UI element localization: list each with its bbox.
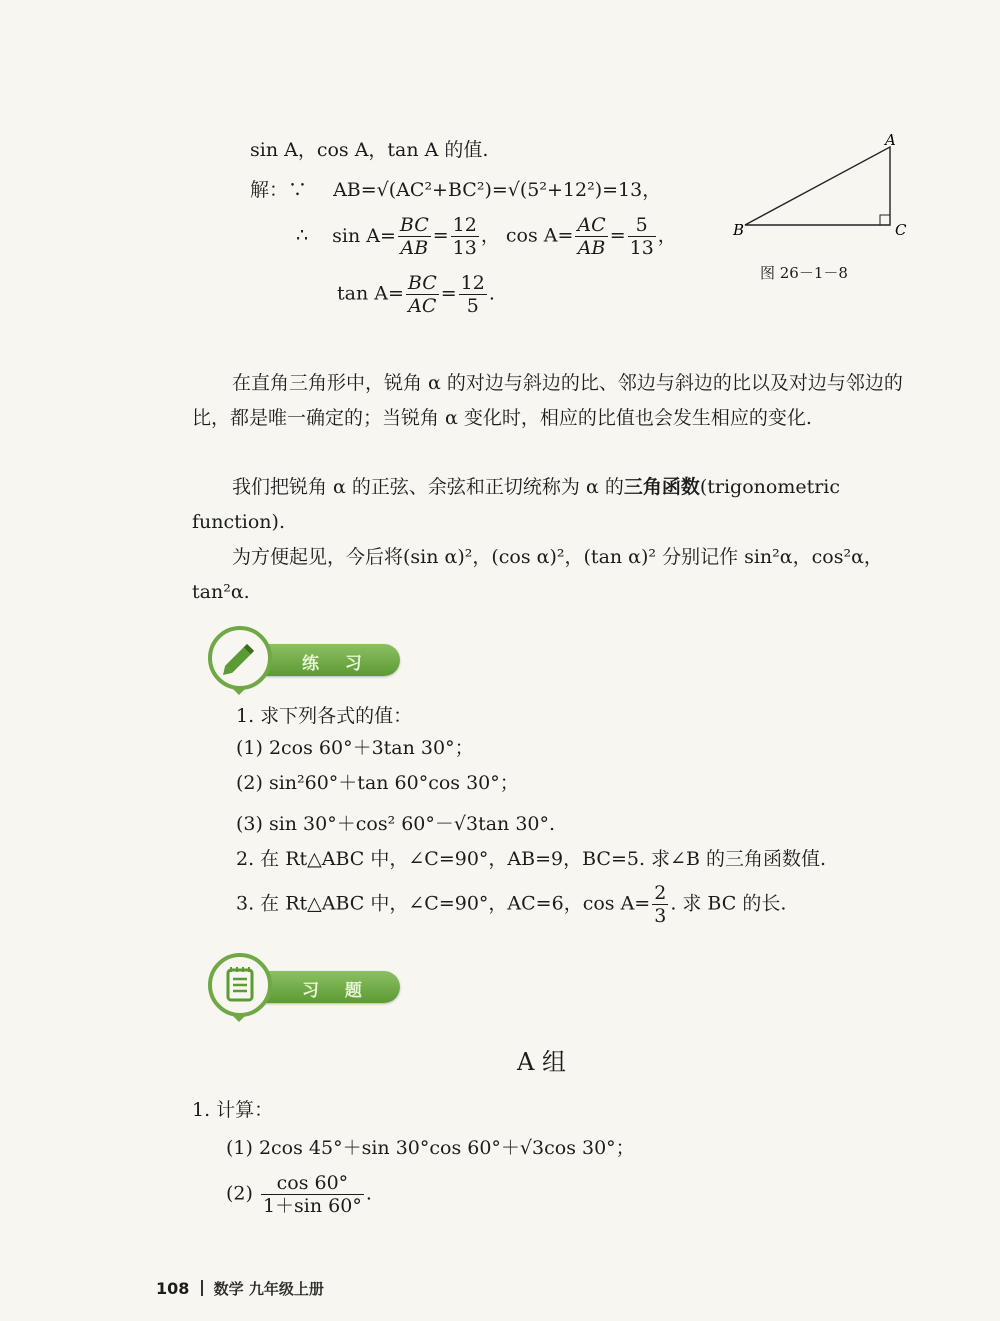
practice-q1-c: (3) sin 30°＋cos² 60°－√3tan 30°. [236, 813, 556, 835]
sin-fraction-value: $\frac{12}{13}$ [452, 214, 477, 259]
practice-q1-a: (1) 2cos 60°＋3tan 30°； [236, 737, 474, 759]
figure-caption: 图 26－1－8 [760, 264, 848, 282]
notebook-icon [212, 957, 268, 1013]
practice-q3-ending: . 求 BC 的长. [670, 892, 787, 915]
exercises-banner-label: 习 题 [302, 981, 372, 1001]
page-footer [156, 1278, 324, 1299]
practice-q1-title: 1. 求下列各式的值： [236, 705, 413, 727]
footer-divider [201, 1280, 203, 1296]
exercise-q1-title: 1. 计算： [192, 1099, 274, 1121]
tan-a-label: tan A= [337, 282, 404, 305]
cos-a-label: cos A= [505, 224, 574, 247]
cos-fraction-ratio: $\frac{AC}{AB}$ [577, 214, 606, 259]
sin-a-label: sin A= [332, 224, 396, 247]
exercise-q1-b-label: (2) [226, 1182, 253, 1205]
practice-banner-pointer [232, 688, 246, 695]
solution-line-3: tan A= $\frac{BC}{AC}$ = $\frac{12}{5}$ . [337, 272, 495, 317]
exercise-q1-b: (2) $\frac{\cos 60^\circ}{1+\sin 60^\circ}$ . [226, 1172, 372, 1217]
vertex-c-label: C [895, 221, 907, 239]
page-number: 108 [156, 1279, 190, 1298]
practice-q1-b: (2) sin²60°＋tan 60°cos 30°； [236, 772, 519, 794]
exercises-banner-badge [208, 953, 272, 1017]
exercises-banner [190, 967, 402, 1007]
practice-q3-text: 3. 在 Rt△ABC 中，∠C=90°，AC=6，cos A= [236, 892, 651, 915]
definition-text: 我们把锐角 α 的正弦、余弦和正切统称为 α 的 [232, 476, 624, 498]
solution-line-1 [250, 176, 661, 204]
exercise-q1-a: (1) 2cos 45°＋sin 30°cos 60°＋√3cos 30°； [226, 1137, 635, 1159]
tan-fraction-value: $\frac{12}{5}$ [460, 272, 485, 317]
vertex-b-label: B [733, 221, 745, 239]
exercises-banner-pointer [232, 1015, 246, 1022]
tan-fraction-ratio: $\frac{BC}{AC}$ [407, 272, 437, 317]
term-trig-functions: 三角函数 [623, 476, 700, 498]
practice-q3-fraction: $\frac{2}{3}$ [654, 882, 667, 927]
practice-banner [190, 640, 402, 680]
vertex-a-label: A [885, 131, 896, 149]
book-title: 数学 九年级上册 [213, 1280, 324, 1298]
paragraph-ratios: 在直角三角形中，锐角 α 的对边与斜边的比、邻边与斜边的比以及对边与邻边的比，都是唯一确定的；当锐角 α 变化时，相应的比值也会发生相应的变化. [192, 372, 903, 429]
definition-english: (trigonometric function). [192, 476, 841, 533]
practice-banner-badge [208, 626, 272, 690]
top-line: sin A，cos A，tan A 的值. [250, 139, 489, 161]
ab-computation: AB=√(AC²+BC²)=√(5²+12²)=13， [333, 179, 662, 201]
paragraph-definition [192, 470, 910, 540]
exercise-q1-b-fraction: $\frac{\cos 60^\circ}{1+\sin 60^\circ}$ [262, 1172, 362, 1217]
sin-fraction-ratio: $\frac{BC}{AB}$ [399, 214, 429, 259]
solution-label: 解：∵ [250, 179, 308, 201]
triangle-abc [745, 147, 890, 225]
pencil-icon [212, 630, 268, 686]
practice-q3 [236, 882, 786, 927]
solution-line-2: ∴ sin A= $\frac{BC}{AB}$ = $\frac{12}{13}$ ， cos A= $\frac{AC}{AB}$ = $\frac{5}{13}$ ， [296, 214, 677, 259]
practice-banner-label: 练 习 [302, 654, 372, 674]
cos-fraction-value: $\frac{5}{13}$ [629, 214, 654, 259]
right-angle-marker [880, 215, 890, 225]
practice-q2: 2. 在 Rt△ABC 中，∠C=90°，AB=9，BC=5. 求∠B 的三角函数值. [236, 848, 827, 870]
paragraph-notation: 为方便起见，今后将(sin α)²，(cos α)²，(tan α)² 分别记作 sin²α，cos²α，tan²α. [192, 546, 883, 603]
group-a-title: A 组 [517, 1048, 566, 1076]
therefore-symbol: ∴ [296, 224, 309, 247]
